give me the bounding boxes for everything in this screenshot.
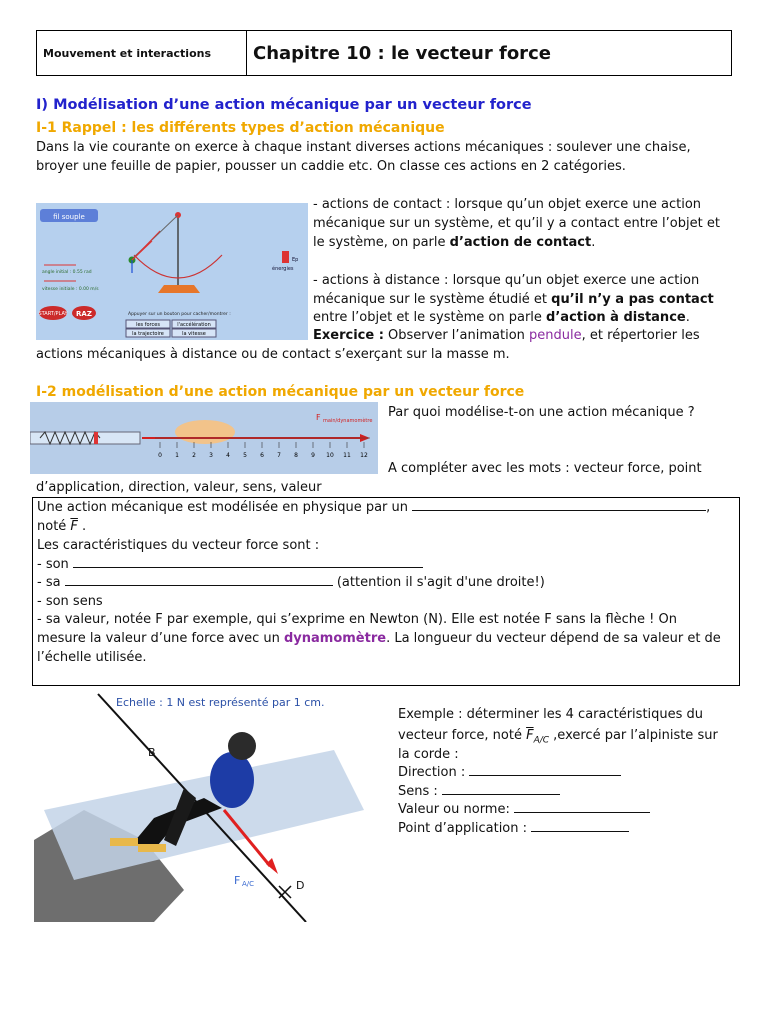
fil-label: fil souple [53, 213, 85, 221]
section-title: I) Modélisation d’une action mécanique par un vecteur force [36, 97, 532, 113]
distance-line-3: entre l’objet et le système on parle d’action à distance. [313, 310, 690, 325]
def-line-5: - sa (attention il s'agit d'une droite!) [37, 575, 545, 590]
subject-label: Mouvement et interactions [37, 31, 247, 75]
def-line-9: l’échelle utilisée. [37, 650, 147, 665]
btn-raz[interactable]: RAZ [76, 310, 92, 318]
def-line-4: - son [37, 555, 423, 574]
ruler-tick-label: 6 [260, 452, 264, 459]
ruler-tick-label: 3 [209, 452, 213, 459]
dynamometer-image [30, 402, 378, 474]
ruler-tick-label: 1 [175, 452, 179, 459]
vector-f-symbol: $\overline{F}$ [70, 519, 78, 534]
no-contact-term: qu’il n’y a pas contact [551, 292, 714, 307]
def-line-6: - son sens [37, 594, 103, 609]
chapter-title: Chapitre 10 : le vecteur force [253, 43, 551, 64]
direction-field: Direction : [398, 763, 621, 782]
btn-forces[interactable]: les forces [136, 322, 160, 328]
point-field: Point d’application : [398, 819, 629, 838]
header-table [36, 30, 732, 76]
question-text: Par quoi modélise-t-on une action mécanique ? [388, 405, 695, 420]
pendulum-drawing [36, 203, 308, 340]
climber-force-sub: A/C [242, 880, 255, 888]
angle-label: angle initial : 0.55 rad [42, 270, 92, 275]
dyn-force-sub: main/dynamomètre [323, 418, 373, 424]
contact-term: d’action de contact [449, 235, 592, 250]
ruler-tick-label: 7 [277, 452, 281, 459]
point-blank[interactable] [531, 819, 629, 832]
sens-field: Sens : [398, 782, 560, 801]
def-line-1: Une action mécanique est modélisée en physique par un , [37, 500, 711, 515]
point-b: B [148, 746, 156, 759]
exercise-line-1: Exercice : Observer l’animation pendule, et répertorier les [313, 328, 700, 343]
ep-label: Ep [292, 257, 299, 263]
def-line-3: Les caractéristiques du vecteur force sont : [37, 538, 320, 553]
complete-line-1: A compléter avec les mots : vecteur force, point [388, 461, 702, 476]
ruler-tick-label: 4 [226, 452, 230, 459]
dynamometer-drawing [30, 402, 378, 474]
dynamometre-link[interactable]: dynamomètre [283, 631, 387, 646]
exercise-line-2: actions mécaniques à distance ou de contact s’exerçant sur la masse m. [36, 347, 510, 362]
distance-term: d’action à distance [546, 310, 686, 325]
example-line-3: la corde : [398, 747, 459, 762]
energies-label: énergies [272, 266, 294, 272]
ruler-tick-label: 11 [343, 452, 351, 459]
ruler-tick-label: 8 [294, 452, 298, 459]
contact-line-1: - actions de contact : lorsque qu’un objet exerce une action [313, 197, 702, 212]
buttons-prompt: Appuyer sur un bouton pour cacher/montrer : [128, 312, 231, 317]
def-line-2: noté $\overline{F}$ . [37, 519, 87, 534]
contact-line-3: le système, on parle d’action de contact. [313, 235, 596, 250]
ruler-tick-label: 0 [158, 452, 162, 459]
scale-label: Echelle : 1 N est représenté par 1 cm. [116, 696, 325, 709]
distance-line-1: - actions à distance : lorsque qu’un objet exerce une action [313, 273, 700, 288]
exercise-label: Exercice : [313, 328, 384, 343]
blank-1[interactable] [412, 498, 706, 511]
distance-line-2: mécanique sur le système étudié et qu’il n’y a pas contact [313, 292, 714, 307]
ruler-tick-label: 9 [311, 452, 315, 459]
vector-fac-symbol: $\overline{F}$ [526, 728, 534, 743]
blank-3[interactable] [65, 573, 333, 586]
example-line-2: vecteur force, noté $\overline{F}_{A/C}$ ,exercé par l’alpiniste sur [398, 728, 718, 746]
definition-box [32, 497, 740, 686]
valeur-blank[interactable] [514, 800, 650, 813]
valeur-field: Valeur ou norme: [398, 800, 650, 819]
subsection-title-2: I-2 modélisation d’une action mécanique par un vecteur force [36, 384, 525, 400]
ruler-tick-label: 2 [192, 452, 196, 459]
point-d: D [296, 879, 305, 892]
blank-2[interactable] [73, 555, 423, 568]
pendule-link[interactable]: pendule [529, 328, 582, 343]
ruler-tick-label: 10 [326, 452, 334, 459]
vitesse-label: vitesse initiale : 0.00 m/s [42, 287, 99, 292]
dyn-force-label: F [316, 413, 321, 422]
climber-drawing [34, 690, 384, 922]
ruler-tick-label: 12 [360, 452, 368, 459]
intro-line-1: Dans la vie courante on exerce à chaque instant diverses actions mécaniques : soulever une chaise, [36, 140, 691, 155]
complete-line-2: d’application, direction, valeur, sens, valeur [36, 480, 322, 495]
example-line-1: Exemple : déterminer les 4 caractéristiques du [398, 707, 704, 722]
btn-trajectoire[interactable]: la trajectoire [132, 331, 164, 337]
def-line-8: mesure la valeur d’une force avec un dynamomètre. La longueur du vecteur dépend de sa valeur et de [37, 631, 721, 646]
climber-force-label: F [234, 874, 241, 887]
btn-start[interactable]: START/PLAY [38, 311, 68, 317]
ruler-tick-label: 5 [243, 452, 247, 459]
climber-illustration [34, 690, 384, 922]
def-line-7: - sa valeur, notée F par exemple, qui s’exprime en Newton (N). Elle est notée F sans la flèche ! On [37, 612, 677, 627]
intro-line-2: broyer une feuille de papier, pousser un caddie etc. On classe ces actions en 2 catégories. [36, 159, 626, 174]
contact-line-2: mécanique sur un système, et qu’il y a contact entre l’objet et [313, 216, 720, 231]
btn-vitesse[interactable]: la vitesse [182, 331, 206, 337]
direction-blank[interactable] [469, 763, 621, 776]
pendulum-animation[interactable] [36, 203, 308, 340]
ruler-ticks [158, 442, 368, 459]
btn-acceleration[interactable]: l'accélération [177, 322, 211, 328]
sens-blank[interactable] [442, 782, 560, 795]
subsection-title-1: I-1 Rappel : les différents types d’action mécanique [36, 120, 445, 136]
